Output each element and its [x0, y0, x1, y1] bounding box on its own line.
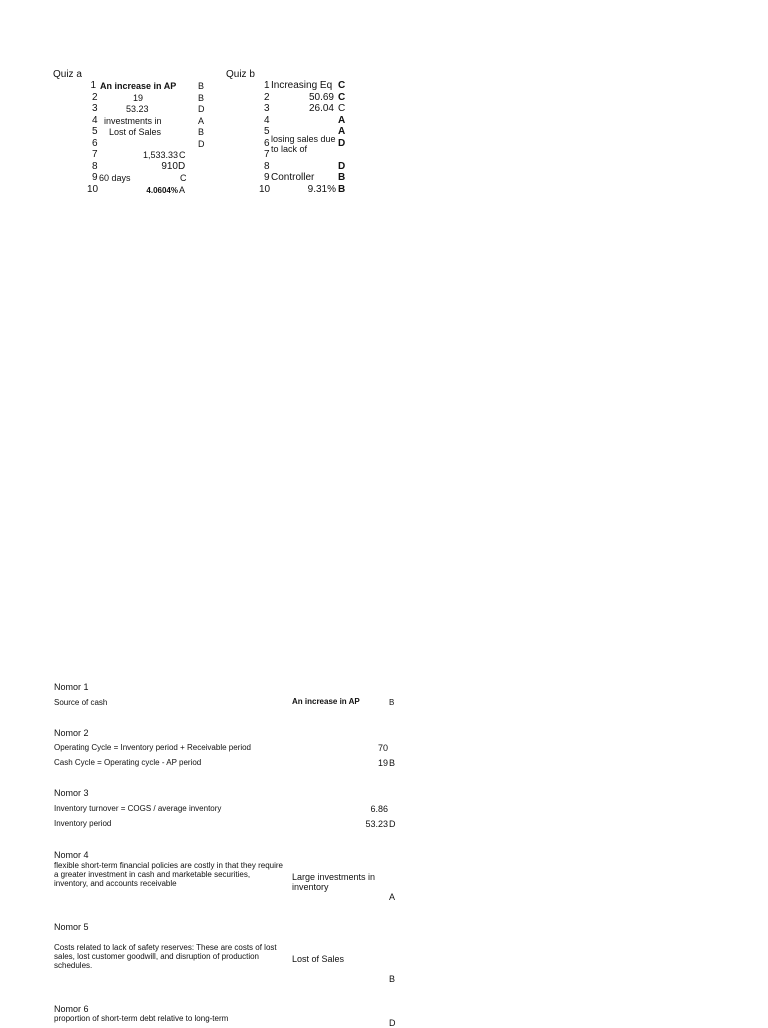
nomor-3-line2-letter: D — [389, 819, 396, 829]
quiz-a-letter-10: A — [179, 185, 186, 195]
quiz-a-letter-4: A — [198, 116, 205, 126]
quiz-a-answer-3: 53.23 — [126, 104, 149, 114]
quiz-b-answer-3: 26.04 — [308, 103, 334, 114]
nomor-2-line1-value: 70 — [377, 743, 388, 753]
quiz-a-answer-7: 1,533.33 — [142, 150, 178, 160]
quiz-b-letter-8: D — [338, 161, 346, 172]
nomor-3-line2-value: 53.23 — [365, 819, 388, 829]
nomor-4-answer: Large investments in inventory — [292, 872, 376, 893]
quiz-b-num-4: 4 — [264, 115, 270, 126]
quiz-b-num-6: 6 — [264, 138, 270, 149]
quiz-a-letter-3: D — [198, 104, 205, 114]
quiz-b-letter-5: A — [338, 126, 346, 137]
quiz-a-num-3: 3 — [92, 103, 98, 114]
quiz-a-letter-1: B — [198, 81, 205, 91]
nomor-3-line1-value: 6.86 — [370, 804, 388, 814]
quiz-a-answer-2: 19 — [133, 93, 144, 103]
quiz-b-answer-2: 50.69 — [308, 92, 334, 103]
nomor-1-title: Nomor 1 — [54, 682, 89, 692]
quiz-b-letter-6: D — [338, 138, 346, 149]
nomor-2-line2-label: Cash Cycle = Operating cycle - AP period — [54, 758, 202, 767]
quiz-a-letter-5: B — [198, 127, 205, 137]
quiz-b-num-5: 5 — [264, 126, 270, 137]
quiz-b-letter-4: A — [338, 115, 346, 126]
quiz-b-answer-6: losing sales due to lack of — [271, 134, 336, 155]
nomor-5-answer: Lost of Sales — [292, 954, 345, 964]
quiz-a-answer-5: Lost of Sales — [109, 127, 162, 137]
nomor-6-text: proportion of short-term debt relative to long-term — [54, 1014, 229, 1023]
quiz-a-num-1: 1 — [90, 80, 96, 91]
quiz-b-letter-1: C — [338, 80, 346, 91]
quiz-a-answer-10: 4.0604% — [146, 186, 178, 195]
quiz-a-answer-1: An increase in AP — [100, 81, 177, 91]
nomor-3-line1-label: Inventory turnover = COGS / average inventory — [54, 804, 222, 813]
quiz-a-title: Quiz a — [53, 69, 82, 80]
quiz-a-num-5: 5 — [92, 126, 98, 137]
quiz-b-num-9: 9 — [264, 172, 270, 183]
quiz-b-title: Quiz b — [226, 69, 255, 80]
nomor-5-letter: B — [389, 974, 396, 984]
nomor-6-letter: D — [389, 1018, 396, 1028]
quiz-b-num-7: 7 — [264, 149, 270, 160]
quiz-a-num-8: 8 — [92, 161, 98, 172]
quiz-a-num-2: 2 — [92, 92, 98, 103]
nomor-2-line2-value: 19 — [377, 758, 388, 768]
quiz-b-answer-1: Increasing Eq — [271, 80, 333, 91]
nomor-2-title: Nomor 2 — [54, 728, 89, 738]
quiz-a-answer-8: 910 — [161, 161, 178, 172]
quiz-a-num-4: 4 — [92, 115, 98, 126]
nomor-2-line1-label: Operating Cycle = Inventory period + Receivable period — [54, 743, 251, 752]
quiz-a-letter-2: B — [198, 93, 205, 103]
nomor-5-text: Costs related to lack of safety reserves: These are costs of lost sales, lost customer goodwill, and disruption of production schedules. — [54, 943, 277, 970]
quiz-b-answer-10: 9.31% — [307, 184, 336, 195]
quiz-b-letter-2: C — [338, 92, 346, 103]
quiz-a-letter-7: C — [179, 150, 186, 160]
quiz-a-letter-8: D — [178, 161, 186, 172]
quiz-a-letter-6: D — [198, 139, 205, 149]
quiz-b-num-8: 8 — [264, 161, 270, 172]
quiz-b-num-2: 2 — [264, 92, 270, 103]
nomor-6-title: Nomor 6 — [54, 1004, 89, 1014]
nomor-4-title: Nomor 4 — [54, 850, 89, 860]
quiz-a-answer-4: investments in — [104, 116, 162, 126]
quiz-b-num-1: 1 — [264, 80, 270, 91]
nomor-5-title: Nomor 5 — [54, 922, 89, 932]
quiz-a-letter-9: C — [180, 173, 187, 183]
quiz-a-answer-9: 60 days — [99, 173, 131, 183]
nomor-2-line2-letter: B — [389, 758, 396, 768]
nomor-4-letter: A — [389, 892, 396, 902]
nomor-4-text: flexible short-term financial policies are costly in that they require a greater investment in cash and marketable securities, inventory, and accounts receivable — [54, 861, 283, 888]
nomor-1-letter: B — [389, 698, 395, 707]
nomor-3-line2-label: Inventory period — [54, 819, 112, 828]
quiz-a-num-10: 10 — [87, 184, 99, 195]
nomor-1-answer: An increase in AP — [292, 697, 360, 706]
quiz-a-num-9: 9 — [92, 172, 98, 183]
quiz-b-letter-9: B — [338, 172, 346, 183]
quiz-b-letter-3: C — [338, 103, 346, 114]
nomor-1-label: Source of cash — [54, 698, 108, 707]
quiz-b-answer-9: Controller — [271, 172, 315, 183]
quiz-b-num-3: 3 — [264, 103, 270, 114]
quiz-a-num-7: 7 — [92, 149, 98, 160]
quiz-b-num-10: 10 — [259, 184, 271, 195]
nomor-3-title: Nomor 3 — [54, 788, 89, 798]
quiz-a-num-6: 6 — [92, 138, 98, 149]
quiz-b-letter-10: B — [338, 184, 346, 195]
